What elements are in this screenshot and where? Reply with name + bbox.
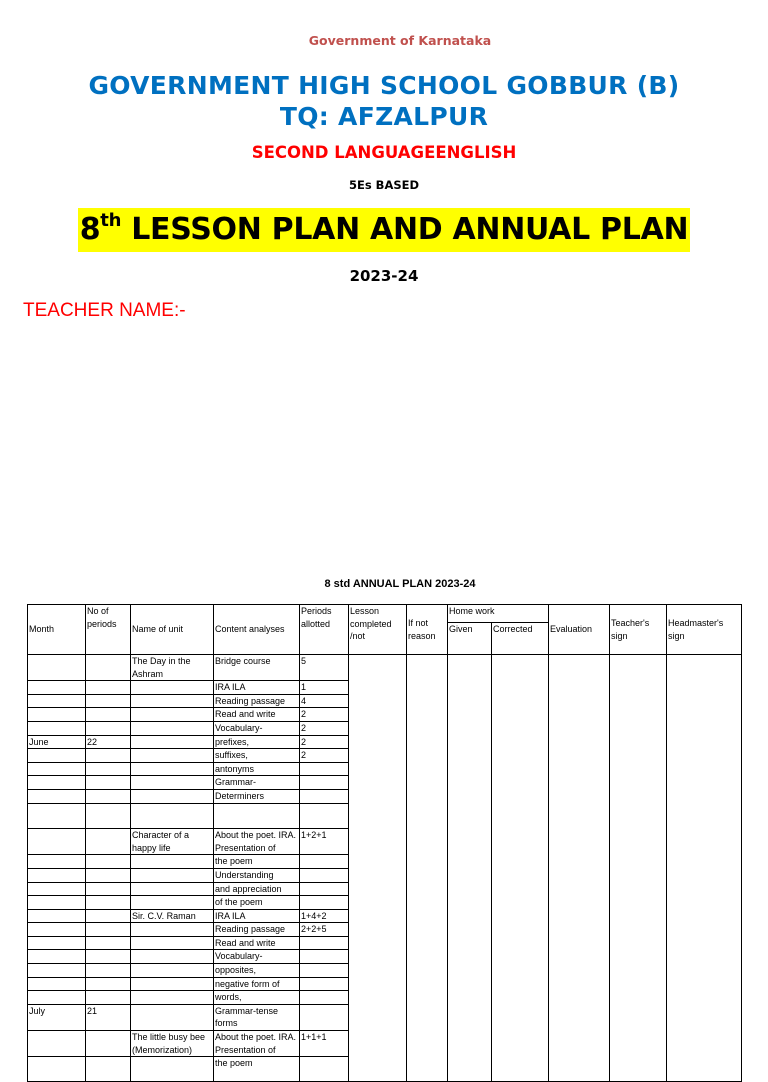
cell-content: opposites, (214, 964, 300, 978)
plan-title-text: LESSON PLAN AND ANNUAL PLAN (121, 212, 689, 247)
cell-periods (86, 896, 131, 910)
cell-month (28, 991, 86, 1005)
cell-content: Grammar- (214, 776, 300, 790)
cell-content: Vocabulary- (214, 721, 300, 735)
cell-allotted (300, 964, 349, 978)
cell-unit: Sir. C.V. Raman (131, 909, 214, 923)
based-label: 5Es BASED (348, 178, 420, 192)
cell-periods (86, 749, 131, 763)
cell-allotted (300, 762, 349, 776)
cell-month (28, 803, 86, 829)
cell-completed (349, 655, 407, 1082)
cell-periods: 22 (86, 735, 131, 749)
cell-allotted (300, 991, 349, 1005)
cell-periods (86, 1057, 131, 1082)
cell-periods (86, 829, 131, 855)
cell-unit: Character of a happy life (131, 829, 214, 855)
cell-allotted: 1+1+1 (300, 1031, 349, 1057)
header-evaluation: Evaluation (549, 605, 610, 655)
cell-periods (86, 721, 131, 735)
cell-unit (131, 882, 214, 896)
cell-month (28, 896, 86, 910)
cell-month (28, 909, 86, 923)
cell-allotted (300, 789, 349, 803)
plan-title (78, 208, 691, 252)
cell-month (28, 681, 86, 695)
header-given: Given (448, 623, 492, 655)
school-name-line2: TQ: AFZALPUR (279, 102, 489, 131)
cell-month (28, 923, 86, 937)
cell-month (28, 721, 86, 735)
cell-allotted: 2 (300, 708, 349, 722)
cell-allotted: 2 (300, 735, 349, 749)
cell-unit: The little busy bee (Memorization) (131, 1031, 214, 1057)
header-month: Month (28, 605, 86, 655)
cell-allotted: 4 (300, 694, 349, 708)
cell-content: Read and write (214, 936, 300, 950)
cell-month (28, 762, 86, 776)
cell-unit (131, 950, 214, 964)
annual-plan-caption: 8 std ANNUAL PLAN 2023-24 (324, 578, 476, 590)
cell-allotted (300, 977, 349, 991)
cell-corrected (492, 655, 549, 1082)
cell-unit (131, 1004, 214, 1030)
cell-periods (86, 776, 131, 790)
cell-periods (86, 950, 131, 964)
plan-suffix: th (100, 210, 122, 231)
cell-month (28, 708, 86, 722)
cell-month (28, 1057, 86, 1082)
cell-unit (131, 681, 214, 695)
header-corrected: Corrected (492, 623, 549, 655)
table-row (28, 655, 742, 681)
cell-unit (131, 936, 214, 950)
cell-content: and appreciation (214, 882, 300, 896)
cell-month (28, 655, 86, 681)
cell-periods (86, 694, 131, 708)
header-allotted: Periods allotted (300, 605, 349, 655)
cell-unit (131, 762, 214, 776)
cell-content: Reading passage (214, 923, 300, 937)
cell-content: About the poet. IRA. Presentation of (214, 1031, 300, 1057)
cell-periods (86, 868, 131, 882)
cell-month (28, 964, 86, 978)
school-name (0, 70, 768, 132)
cell-month (28, 1031, 86, 1057)
teacher-name-label: TEACHER NAME:- (23, 300, 186, 321)
cell-periods (86, 655, 131, 681)
cell-periods (86, 708, 131, 722)
cell-evaluation (549, 655, 610, 1082)
cell-allotted (300, 896, 349, 910)
header-head-sign: Headmaster's sign (667, 605, 742, 655)
cell-allotted (300, 1004, 349, 1030)
cell-content: of the poem (214, 896, 300, 910)
cell-periods (86, 909, 131, 923)
cell-periods (86, 681, 131, 695)
cell-unit (131, 803, 214, 829)
cell-allotted (300, 855, 349, 869)
government-label: Government of Karnataka (308, 33, 492, 48)
header-completed: Lesson completed /not (349, 605, 407, 655)
header-content: Content analyses (214, 605, 300, 655)
cell-periods (86, 803, 131, 829)
cell-unit (131, 1057, 214, 1082)
cell-allotted: 1 (300, 681, 349, 695)
cell-allotted (300, 868, 349, 882)
cell-month: July (28, 1004, 86, 1030)
cell-allotted: 1+2+1 (300, 829, 349, 855)
cell-unit (131, 776, 214, 790)
annual-plan-table (27, 604, 742, 1082)
cell-unit (131, 977, 214, 991)
academic-year: 2023-24 (349, 267, 419, 285)
cell-allotted: 1+4+2 (300, 909, 349, 923)
cell-periods (86, 977, 131, 991)
cell-periods (86, 882, 131, 896)
cell-unit (131, 923, 214, 937)
cell-unit (131, 749, 214, 763)
cell-month (28, 776, 86, 790)
cell-month (28, 868, 86, 882)
cell-unit (131, 789, 214, 803)
cell-unit (131, 896, 214, 910)
cell-given (448, 655, 492, 1082)
plan-title-wrap (0, 208, 768, 252)
cell-month (28, 950, 86, 964)
cell-unit (131, 708, 214, 722)
cell-unit (131, 855, 214, 869)
cell-unit (131, 735, 214, 749)
cell-month (28, 977, 86, 991)
table-header-row (28, 605, 742, 623)
header-homework: Home work (448, 605, 549, 623)
cell-content: Understanding (214, 868, 300, 882)
cell-periods (86, 936, 131, 950)
cell-periods: 21 (86, 1004, 131, 1030)
cell-periods (86, 991, 131, 1005)
cell-content: antonyms (214, 762, 300, 776)
cell-content: negative form of (214, 977, 300, 991)
header-unit: Name of unit (131, 605, 214, 655)
cell-unit (131, 694, 214, 708)
cell-month (28, 936, 86, 950)
subject-title: SECOND LANGUAGEENGLISH (251, 143, 517, 162)
school-name-line1: GOVERNMENT HIGH SCHOOL GOBBUR (B) (88, 71, 680, 100)
cell-periods (86, 762, 131, 776)
cell-content: words, (214, 991, 300, 1005)
cell-allotted: 2+2+5 (300, 923, 349, 937)
cell-unit (131, 721, 214, 735)
cell-periods (86, 964, 131, 978)
cell-content (214, 803, 300, 829)
cell-allotted: 2 (300, 721, 349, 735)
cell-content: Determiners (214, 789, 300, 803)
plan-number: 8 (79, 212, 101, 247)
cell-content: IRA ILA (214, 681, 300, 695)
cell-content: the poem (214, 855, 300, 869)
header-teacher-sign: Teacher's sign (610, 605, 667, 655)
cell-content: Vocabulary- (214, 950, 300, 964)
cell-month (28, 829, 86, 855)
header-reason: If not reason (407, 605, 448, 655)
cell-reason (407, 655, 448, 1082)
cell-allotted (300, 776, 349, 790)
cell-content: Bridge course (214, 655, 300, 681)
cell-content: Grammar-tense forms (214, 1004, 300, 1030)
cell-periods (86, 1031, 131, 1057)
cell-content: Read and write (214, 708, 300, 722)
cell-periods (86, 923, 131, 937)
cell-unit (131, 964, 214, 978)
cell-content: prefixes, (214, 735, 300, 749)
cell-allotted (300, 936, 349, 950)
cell-allotted (300, 950, 349, 964)
cell-month (28, 749, 86, 763)
cell-month (28, 882, 86, 896)
cell-content: About the poet. IRA. Presentation of (214, 829, 300, 855)
cell-content: suffixes, (214, 749, 300, 763)
cell-teacher-sign (610, 655, 667, 1082)
cell-content: Reading passage (214, 694, 300, 708)
header-periods: No of periods (86, 605, 131, 655)
cell-periods (86, 789, 131, 803)
cell-unit (131, 991, 214, 1005)
cell-unit: The Day in the Ashram (131, 655, 214, 681)
cell-allotted (300, 803, 349, 829)
cell-allotted: 5 (300, 655, 349, 681)
cell-month (28, 694, 86, 708)
cell-content: the poem (214, 1057, 300, 1082)
cell-head-sign (667, 655, 742, 1082)
cell-periods (86, 855, 131, 869)
cell-month: June (28, 735, 86, 749)
cell-allotted (300, 882, 349, 896)
cell-unit (131, 868, 214, 882)
cell-month (28, 789, 86, 803)
cell-content: IRA ILA (214, 909, 300, 923)
cell-allotted (300, 1057, 349, 1082)
cell-month (28, 855, 86, 869)
cell-allotted: 2 (300, 749, 349, 763)
